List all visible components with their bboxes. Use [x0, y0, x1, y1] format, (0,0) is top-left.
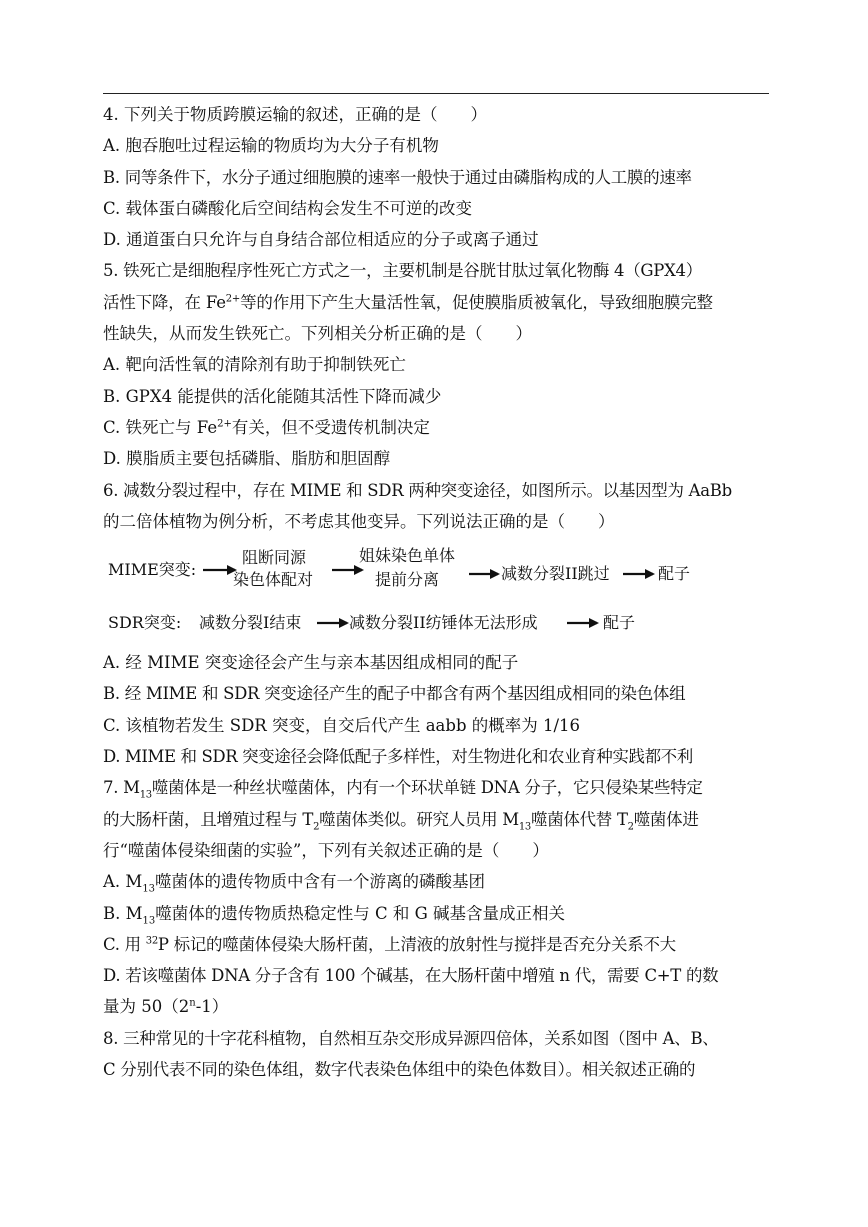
- q7-stem-line2-text-a: 的大肠杆菌，且增殖过程与 T: [103, 809, 314, 829]
- q8-stem-line1: 8. 三种常见的十字花科植物，自然相互杂交形成异源四倍体，关系如图（图中 A、B、: [103, 1028, 719, 1048]
- sdr-step2: 减数分裂II纺锤体无法形成: [349, 613, 538, 633]
- sdr-label: SDR突变:: [108, 613, 182, 633]
- q7-option-c-sup: 32: [145, 935, 158, 947]
- q5-option-b: B. GPX4 能提供的活化能随其活性下降而减少: [103, 386, 442, 406]
- q5-option-d: D. 膜脂质主要包括磷脂、脂肪和胆固醇: [103, 449, 391, 469]
- q7-option-b: [103, 898, 769, 929]
- q5-option-c: [103, 412, 769, 443]
- mime-step2-line2: 提前分离: [375, 570, 440, 590]
- q8-stem-line2: C 分别代表不同的染色体组，数字代表染色体组中的染色体数目）。相关叙述正确的: [103, 1060, 696, 1080]
- q4-option-a: A. 胞吞胞吐过程运输的物质均为大分子有机物: [103, 136, 439, 156]
- q4-stem: 4. 下列关于物质跨膜运输的叙述，正确的是（ ）: [103, 105, 487, 124]
- q7-stem-line1-text-b: 噬菌体是一种丝状噬菌体，内有一个环状单链 DNA 分子，它只侵染某些特定: [151, 778, 703, 798]
- q7-stem-line1-sub: 13: [139, 789, 152, 801]
- sdr-end: 配子: [603, 613, 636, 633]
- q4-option-b: B. 同等条件下，水分子通过细胞膜的速率一般快于通过由磷脂构成的人工膜的速率: [103, 167, 692, 187]
- q7-option-b-text-a: B. M: [103, 903, 143, 923]
- q7-option-d-line2-sup: n: [189, 997, 196, 1009]
- q7-option-c: [103, 929, 769, 960]
- mutation-pathway-diagram: [103, 543, 769, 647]
- q5-stem-line2-sup: 2+: [225, 293, 241, 305]
- q5-option-c-text-b: 有关，但不受遗传机制决定: [231, 417, 430, 437]
- q7-option-c-text-b: P 标记的噬菌体侵染大肠杆菌，上清液的放射性与搅拌是否充分关系不大: [157, 934, 676, 954]
- q7-stem-line2-sub-a: 2: [313, 820, 320, 832]
- q7-stem-line1-text-a: 7. M: [103, 778, 140, 798]
- mime-label: MIME突变:: [108, 560, 197, 580]
- q5-option-c-text-a: C. 铁死亡与 Fe: [103, 417, 218, 437]
- q6-option-b: B. 经 MIME 和 SDR 突变途径产生的配子中都含有两个基因组成相同的染色体组: [103, 684, 686, 704]
- mime-step2-line1: 姐妹染色单体: [359, 546, 456, 566]
- q7-stem-line2: [103, 804, 769, 835]
- q5-stem-line1: 5. 铁死亡是细胞程序性死亡方式之一，主要机制是谷胱甘肽过氧化物酶 4（GPX4）: [103, 261, 702, 281]
- q6-option-d: D. MIME 和 SDR 突变途径会降低配子多样性，对生物进化和农业育种实践都不利: [103, 747, 693, 767]
- q6-stem-line1: 6. 减数分裂过程中，存在 MIME 和 SDR 两种突变途径，如图所示。以基因型为 AaBb: [103, 480, 732, 500]
- q7-option-d-line2-text-b: -1）: [195, 997, 229, 1017]
- q7-stem-line2-sub-c: 2: [627, 820, 634, 832]
- q5-stem-line2: [103, 287, 769, 318]
- q7-option-d-line1: D. 若该噬菌体 DNA 分子含有 100 个碱基，在大肠杆菌中增殖 n 代，需要 C+T 的数: [103, 966, 719, 986]
- q7-option-a: [103, 866, 769, 897]
- mime-step1-line2: 染色体配对: [233, 570, 314, 590]
- exam-content: [103, 99, 769, 1085]
- q6-option-c: C. 该植物若发生 SDR 突变，自交后代产生 aabb 的概率为 1/16: [103, 715, 581, 735]
- q5-option-c-sup: 2+: [217, 418, 232, 430]
- q7-option-d-line2: [103, 991, 769, 1022]
- q7-stem-line3: 行“噬菌体侵染细菌的实验”，下列有关叙述正确的是（ ）: [103, 840, 549, 860]
- mime-step3: 减数分裂II跳过: [501, 564, 610, 584]
- q7-option-b-text-b: 噬菌体的遗传物质热稳定性与 C 和 G 碱基含量成正相关: [155, 903, 566, 923]
- q4-option-c: C. 载体蛋白磷酸化后空间结构会发生不可逆的改变: [103, 198, 473, 218]
- q7-option-c-text-a: C. 用: [103, 934, 146, 954]
- q5-option-a: A. 靶向活性氧的清除剂有助于抑制铁死亡: [103, 355, 406, 375]
- mime-end: 配子: [658, 564, 691, 584]
- q5-stem-line3: 性缺失，从而发生铁死亡。下列相关分析正确的是（ ）: [103, 324, 532, 344]
- q5-stem-line2-text-a: 活性下降，在 Fe: [103, 292, 226, 312]
- q7-stem-line2-text-b: 噬菌体类似。研究人员用 M: [319, 809, 519, 829]
- q7-stem-line2-text-c: 噬菌体代替 T: [531, 809, 628, 829]
- q7-stem-line2-text-d: 噬菌体进: [633, 809, 699, 829]
- q4-option-d: D. 通道蛋白只允许与自身结合部位相适应的分子或离子通过: [103, 230, 539, 250]
- q7-option-d-line2-text-a: 量为 50（2: [103, 997, 190, 1017]
- q5-stem-line2-text-b: 等的作用下产生大量活性氧，促使膜脂质被氧化，导致细胞膜完整: [240, 292, 713, 312]
- q7-option-a-text-b: 噬菌体的遗传物质中含有一个游离的磷酸基团: [155, 872, 486, 892]
- q7-option-a-sub: 13: [142, 883, 156, 895]
- pathway-flowchart: [103, 543, 769, 647]
- q7-option-a-text-a: A. M: [103, 872, 143, 892]
- mime-step1-line1: 阻断同源: [242, 548, 307, 568]
- q7-stem-line1: [103, 772, 769, 803]
- q6-stem-line2: 的二倍体植物为例分析，不考虑其他变异。下列说法正确的是（ ）: [103, 511, 615, 531]
- sdr-step1: 减数分裂I结束: [199, 613, 302, 633]
- q6-option-a: A. 经 MIME 突变途径会产生与亲本基因组成相同的配子: [103, 653, 519, 673]
- header-rule: [103, 93, 769, 94]
- q7-option-b-sub: 13: [142, 914, 156, 926]
- q7-stem-line2-sub-b: 13: [518, 820, 531, 832]
